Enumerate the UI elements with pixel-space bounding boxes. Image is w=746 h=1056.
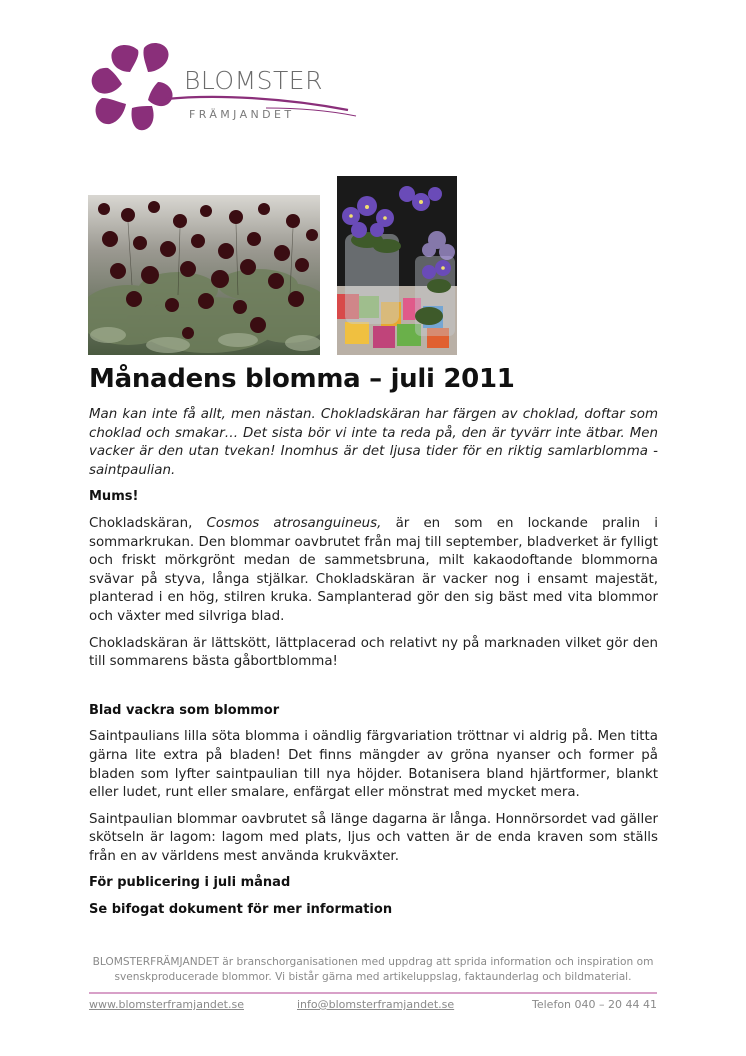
section2-heading: Blad vackra som blommor	[89, 702, 280, 718]
article-body	[89, 406, 658, 928]
section1-p1-start: Chokladskäran,	[89, 515, 207, 531]
section-spacer	[89, 680, 658, 702]
saintpaulia-photo	[337, 176, 457, 355]
footer-divider	[89, 992, 657, 994]
brand-name: BLOMSTER	[184, 66, 323, 95]
email-link[interactable]: info@blomsterframjandet.se	[297, 998, 455, 1011]
section2-paragraph-2: Saintpaulian blommar oavbrutet så länge dagarna är långa. Honnörsordet vad gäller skötseln är lagom: lagom med plats, ljus och vatten är de enda kraven som ställs från en av världens mest använda krukväxter.	[89, 811, 658, 864]
intro-paragraph: Man kan inte få allt, men nästan. Chokladskäran har färgen av choklad, doftar som choklad och smakar… Det sista bör vi inte ta reda på, den är tyvärr inte ätbar. Men vacker är den utan tvekan! Inomhus är det ljusa tider för en riktig samlarblomma - saintpaulian.	[89, 407, 658, 478]
section1-p1-rest: är en som en lockande pralin i sommarkrukan. Den blommar oavbrutet från maj till september, bladverket är fylligt och friskt mörkgrönt medan de sammetsbruna, milt kakaodoftande blommorna svävar på styva, långa stjälkar. Chokladskäran är vacker nog i ensamt majestät, planterad i en hög, stilren kruka. Samplanterad gör den sig bäst med vita blommor och växter med silvriga blad.	[89, 515, 658, 624]
section1-paragraph-1	[89, 515, 658, 627]
publish-note: För publicering i juli månad	[89, 875, 291, 891]
brand-sub: FRÄMJANDET	[189, 108, 295, 121]
attachment-note: Se bifogat dokument för mer information	[89, 902, 393, 918]
section1-paragraph-2: Chokladskäran är lättskött, lättplacerad och relativt ny på marknaden vilket gör den till sommarens bästa gåbortblomma!	[89, 635, 658, 670]
latin-name: Cosmos atrosanguineus,	[206, 515, 382, 531]
chocolate-cosmos-photo	[88, 195, 320, 355]
section2-paragraph-1: Saintpaulians lilla söta blomma i oändlig färgvariation tröttnar vi aldrig på. Men titta gärna lite extra på bladen! Det finns mängder av gröna nyanser och former på bladen som lyfter saintpaulian till nya höjder. Botanisera bland hjärtformer, blankt eller ludet, runt eller smalare, enfärgat eller mönstrat med mycket mera.	[89, 729, 658, 801]
footer-description: BLOMSTERFRÄMJANDET är branschorganisationen med uppdrag att sprida information och inspiration om svenskproducerade blommor. Vi bistår gärna med artikeluppslag, faktaunderlag och bildmaterial.	[92, 956, 654, 983]
phone-number: Telefon 040 – 20 44 41	[532, 998, 657, 1011]
website-link[interactable]: www.blomsterframjandet.se	[89, 998, 244, 1011]
section1-heading: Mums!	[89, 489, 139, 505]
page-title: Månadens blomma – juli 2011	[89, 364, 515, 394]
